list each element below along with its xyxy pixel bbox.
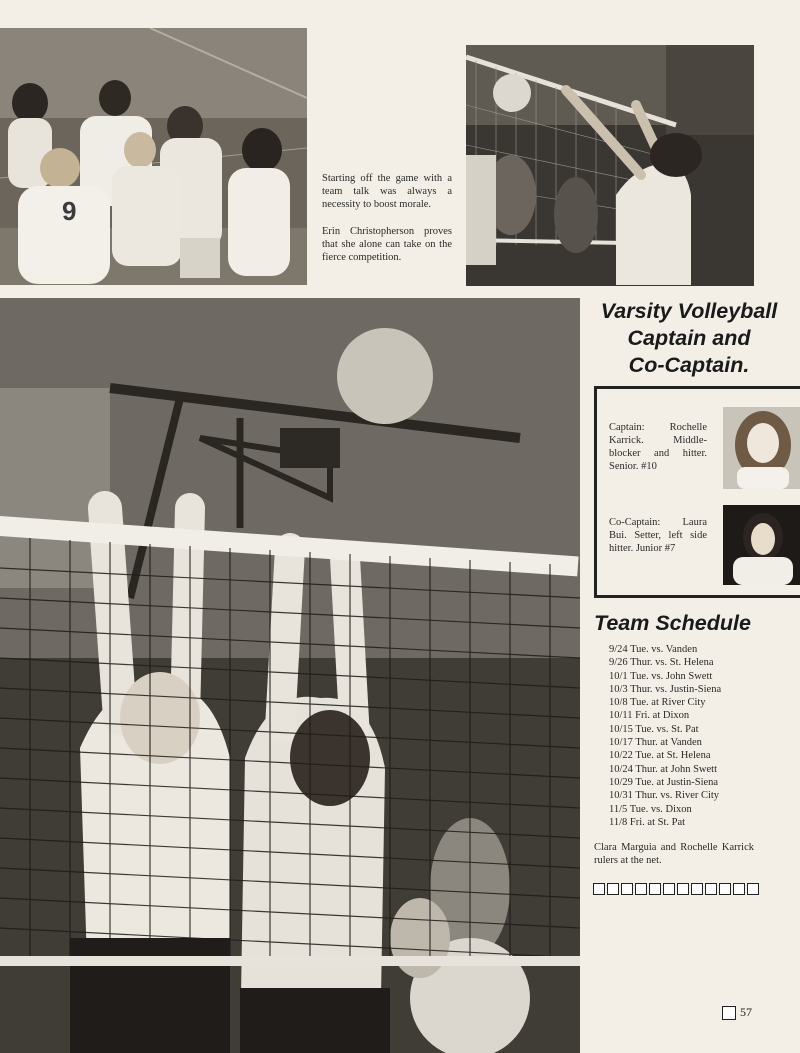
schedule-item: 10/15 Tue. vs. St. Pat <box>609 723 699 735</box>
schedule-item: 10/1 Tue. vs. John Swett <box>609 670 713 682</box>
decorative-box-row <box>593 883 759 895</box>
box-icon <box>719 883 731 895</box>
title-line-3: Co-Captain. <box>628 353 750 377</box>
box-icon <box>635 883 647 895</box>
title-line-2: Captain and <box>627 326 751 350</box>
captain-portrait <box>723 407 800 489</box>
box-icon <box>663 883 675 895</box>
schedule-item: 10/8 Tue. at River City <box>609 697 706 709</box>
erin-caption: Erin Christopherson proves that she alone can take on the fierce competition. <box>322 226 452 263</box>
box-icon <box>649 883 661 895</box>
schedule-item: 9/24 Tue. vs. Vanden <box>609 644 698 655</box>
team-talk-caption: Starting off the game with a team talk was always a necessity to boost morale. <box>322 173 452 210</box>
schedule-item: 10/24 Thur. at John Swett <box>609 763 718 775</box>
spike-photo <box>466 45 754 286</box>
box-icon <box>621 883 633 895</box>
jersey-number: 9 <box>62 196 77 226</box>
schedule-item: 10/11 Fri. at Dixon <box>609 710 690 722</box>
schedule-item: 10/22 Tue. at St. Helena <box>609 750 711 762</box>
page-number <box>722 1005 752 1020</box>
schedule-item: 9/26 Thur. vs. St. Helena <box>609 657 714 669</box>
captain-box <box>594 386 800 598</box>
cocaptain-portrait <box>723 505 800 585</box>
schedule-item: 10/3 Thur. vs. Justin-Siena <box>609 683 722 695</box>
schedule-item: 11/5 Tue. vs. Dixon <box>609 803 692 815</box>
captain-section-title <box>594 298 784 379</box>
box-icon <box>747 883 759 895</box>
title-line-1: Varsity Volleyball <box>600 299 778 323</box>
box-icon <box>607 883 619 895</box>
box-icon <box>733 883 745 895</box>
captain-text: Captain: Rochelle Karrick. Middle-blocker and hitter. Senior. #10 <box>609 422 707 472</box>
schedule-title: Team Schedule <box>594 611 751 635</box>
schedule-item: 11/8 Fri. at St. Pat <box>609 816 686 828</box>
schedule-item: 10/17 Thur. at Vanden <box>609 737 702 749</box>
box-icon <box>677 883 689 895</box>
schedule-item: 10/31 Thur. vs. River City <box>609 790 720 802</box>
schedule-list <box>609 643 721 829</box>
schedule-item: 10/29 Tue. at Justin-Siena <box>609 776 719 788</box>
page-number-text: 57 <box>740 1005 752 1019</box>
net-rulers-caption: Clara Marguia and Rochelle Karrick rulers at the net. <box>594 842 754 866</box>
box-icon <box>722 1006 736 1020</box>
box-icon <box>705 883 717 895</box>
box-icon <box>593 883 605 895</box>
cocaptain-text: Co-Captain: Laura Bui. Setter, left side hitter. Junior #7 <box>609 517 707 554</box>
team-huddle-photo <box>0 28 307 285</box>
block-at-net-photo <box>0 298 580 1053</box>
box-icon <box>691 883 703 895</box>
